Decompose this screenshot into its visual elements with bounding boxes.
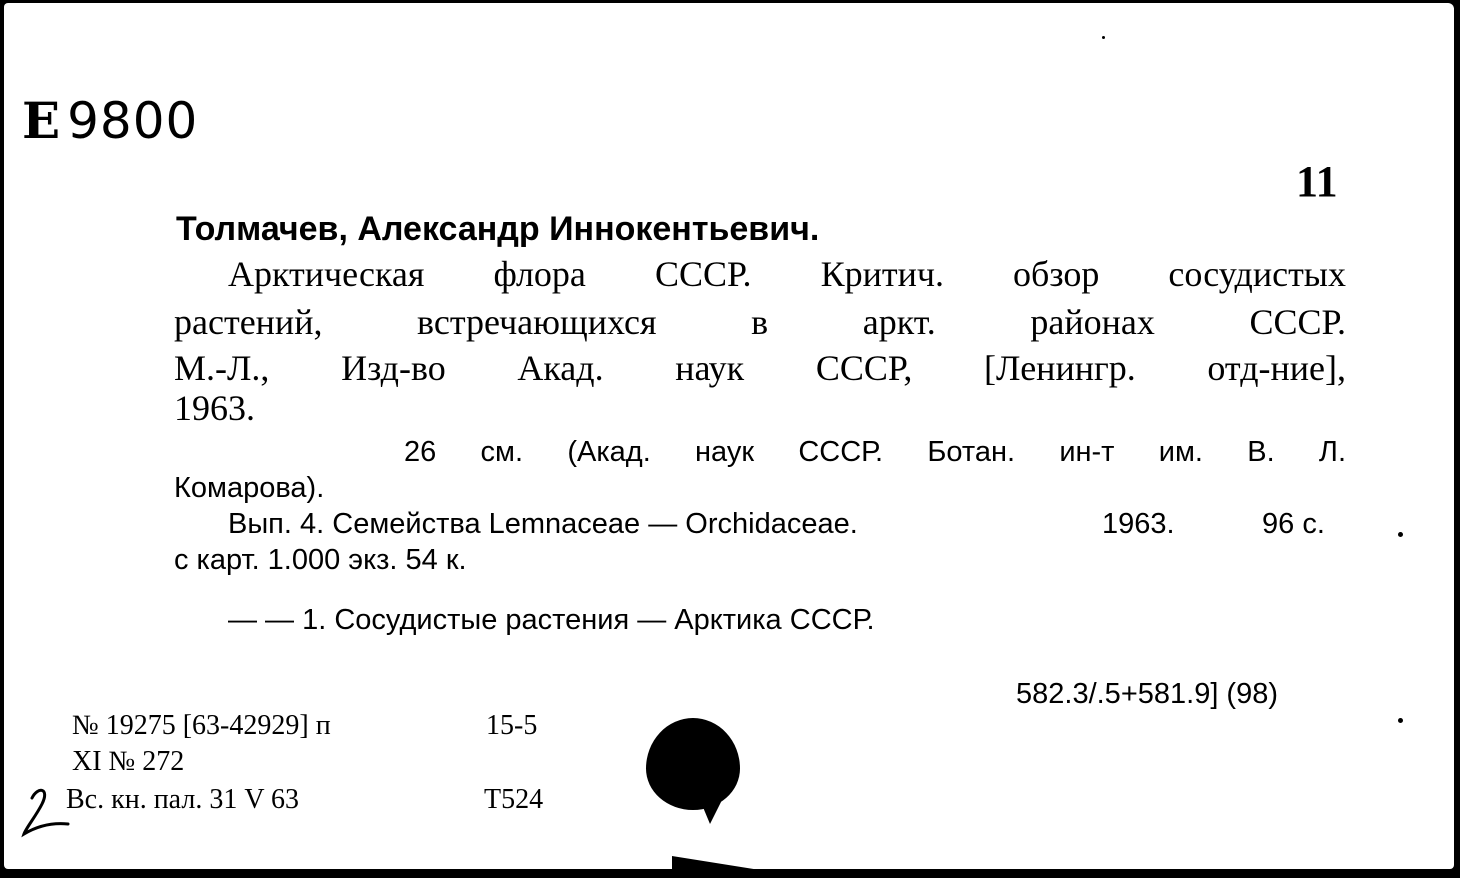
title-line-3-text: М.-Л., Изд-во Акад. наук СССР, [Ленингр. отд-ние], [174, 348, 1346, 388]
ink-blot [646, 718, 740, 810]
author-heading: Толмачев, Александр Иннокентьевич. [176, 210, 820, 248]
stray-dot-2 [1398, 718, 1403, 723]
shelfmark [22, 91, 199, 150]
subject-heading: — — 1. Сосудистые растения — Арктика СССР. [228, 604, 875, 636]
issue-line-2: с карт. 1.000 экз. 54 к. [174, 544, 467, 576]
registry-line-1-left: № 19275 [63-42929] п [72, 710, 331, 741]
title-line-4: 1963. [174, 388, 255, 428]
title-line-2 [174, 304, 1346, 340]
shelfmark-letter: E [22, 91, 62, 150]
handwritten-mark [20, 784, 80, 844]
stray-dot-1 [1398, 532, 1403, 537]
shelfmark-number: 9800 [67, 92, 199, 150]
bottom-edge-artifact [672, 856, 772, 872]
issue-line-1-year: 1963. [1102, 508, 1175, 540]
series-line-2: Комарова). [174, 472, 325, 504]
series-line-1 [404, 438, 1346, 467]
issue-line-1-pages: 96 с. [1262, 508, 1325, 540]
registry-line-2-left: XI № 272 [72, 746, 185, 777]
title-line-1-text: Арктическая флора СССР. Критич. обзор сосудистых [228, 254, 1346, 294]
title-line-3 [174, 350, 1346, 386]
title-line-2-text: растений, встречающихся в аркт. районах СССР. [174, 302, 1346, 342]
card-number: 11 [1296, 157, 1338, 206]
ink-blot-tail [700, 800, 722, 824]
registry-line-1-right: 15-5 [486, 710, 538, 741]
registry-line-3-right: Т524 [484, 784, 544, 815]
stray-dot-3 [1102, 36, 1105, 39]
issue-line-1-text: Вып. 4. Семейства Lemnaceae — Orchidaceae. [228, 508, 858, 540]
registry-line-3-left: Вс. кн. пал. 31 V 63 [66, 784, 300, 815]
title-line-1 [228, 256, 1346, 292]
series-line-1-text: 26 см. (Акад. наук СССР. Ботан. ин-т им. В. Л. [404, 436, 1346, 468]
classification-number: 582.3/.5+581.9] (98) [1016, 678, 1279, 710]
